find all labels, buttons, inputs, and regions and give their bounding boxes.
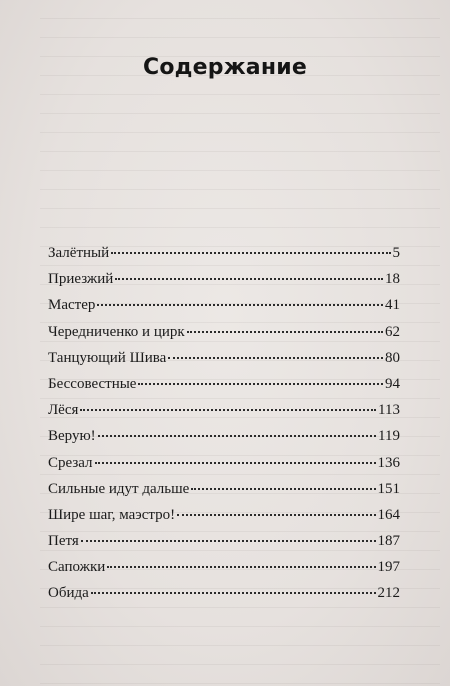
dot-leader [98, 435, 376, 437]
dot-leader [187, 331, 383, 333]
toc-entry [48, 507, 400, 533]
toc-entry-title: Бессовестные [48, 375, 137, 392]
toc-entry-page-number: 18 [385, 271, 400, 288]
toc-entry [48, 271, 400, 297]
toc-entry [48, 297, 400, 323]
toc-entry-page-number: 212 [377, 585, 400, 602]
dot-leader [138, 383, 383, 385]
toc-entry [48, 376, 400, 402]
toc-entry-title: Срезал [48, 454, 93, 471]
dot-leader [191, 488, 375, 490]
dot-leader [81, 540, 376, 542]
dot-leader [177, 514, 375, 516]
toc-entry-page-number: 94 [385, 375, 400, 392]
toc-entry [48, 455, 400, 481]
page-title: Содержание [143, 54, 307, 80]
toc-entry [48, 481, 400, 507]
table-of-contents [48, 245, 400, 612]
toc-entry-title: Лёся [48, 402, 79, 419]
toc-entry [48, 324, 400, 350]
toc-entry [48, 350, 400, 376]
dot-leader [95, 462, 376, 464]
toc-entry [48, 585, 400, 611]
toc-entry-page-number: 136 [377, 454, 400, 471]
toc-entry-title: Мастер [48, 297, 96, 314]
toc-entry-page-number: 41 [385, 297, 400, 314]
toc-entry-title: Сильные идут дальше [48, 480, 190, 497]
toc-entry-page-number: 119 [378, 428, 400, 445]
toc-entry-page-number: 164 [377, 506, 400, 523]
dot-leader [91, 592, 376, 594]
toc-entry-title: Верую! [48, 428, 96, 445]
toc-entry [48, 559, 400, 585]
toc-entry-title: Залётный [48, 245, 110, 261]
toc-entry-title: Обида [48, 585, 89, 602]
toc-entry-title: Чередниченко и цирк [48, 323, 185, 340]
dot-leader [107, 566, 375, 568]
toc-entry [48, 245, 400, 271]
toc-entry-page-number: 62 [385, 323, 400, 340]
toc-entry [48, 402, 400, 428]
dot-leader [168, 357, 383, 359]
toc-entry [48, 533, 400, 559]
dot-leader [97, 304, 383, 306]
toc-entry-title: Шире шаг, маэстро! [48, 506, 176, 523]
toc-entry-title: Танцующий Шива [48, 349, 167, 366]
dot-leader [115, 278, 383, 280]
toc-entry-page-number: 197 [377, 559, 400, 576]
toc-entry-page-number: 113 [378, 402, 400, 419]
toc-entry-page-number: 187 [377, 533, 400, 550]
toc-entry-page-number: 5 [392, 245, 400, 261]
toc-entry-page-number: 151 [377, 480, 400, 497]
toc-entry-page-number: 80 [385, 349, 400, 366]
toc-entry [48, 428, 400, 454]
dot-leader [111, 252, 390, 254]
toc-entry-title: Приезжий [48, 271, 114, 288]
toc-entry-title: Петя [48, 533, 79, 550]
toc-entry-title: Сапожки [48, 559, 106, 576]
dot-leader [80, 409, 376, 411]
